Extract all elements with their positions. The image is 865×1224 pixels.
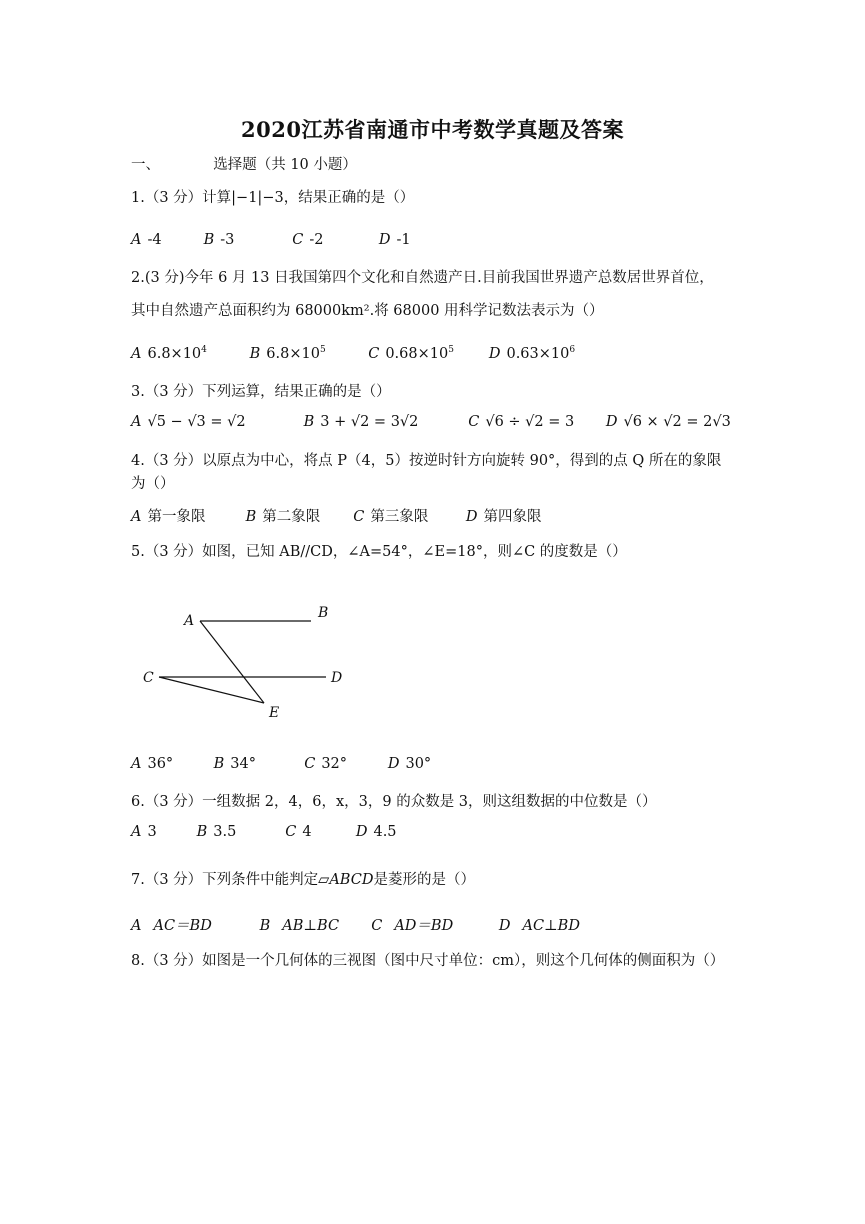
- q4-option-c: C 第三象限: [353, 509, 429, 525]
- q4-option-a: A 第一象限: [131, 509, 206, 525]
- q7-option-d: D AC⊥BD: [498, 918, 580, 934]
- q5-options: [131, 756, 431, 772]
- q6-option-d: D 4.5: [355, 824, 397, 840]
- q1-options: [131, 232, 411, 248]
- q7-option-b: B AB⊥BC: [259, 918, 340, 934]
- q2-option-b: B $6.8\times 10^5$: [249, 345, 326, 362]
- segment-ce: [159, 677, 264, 703]
- q4-option-b: B 第二象限: [245, 509, 321, 525]
- q4-option-d: D 第四象限: [465, 509, 542, 525]
- q1-option-a: A -4: [131, 232, 162, 248]
- q6-options: [131, 824, 397, 840]
- q4-stem-line2: 为（）: [131, 476, 175, 492]
- segment-ae: [200, 621, 264, 703]
- q5-stem: 5.（3 分）如图，已知 AB//CD，∠A=54°，∠E=18°，则∠C 的度数是（）: [131, 544, 627, 560]
- q7-option-a: A AC＝BD: [131, 918, 212, 934]
- document-title: 2020江苏省南通市中考数学真题及答案: [241, 117, 624, 142]
- q7-option-c: C AD＝BD: [371, 918, 454, 934]
- q3-option-d: D √6 × √2 = 2√3: [605, 414, 731, 430]
- point-label-e: E: [269, 705, 280, 721]
- q1-option-c: C -2: [292, 232, 324, 248]
- q6-option-b: B 3.5: [196, 824, 237, 840]
- q5-option-a: A 36°: [131, 756, 174, 772]
- q1-stem: 1.（3 分）计算|−1|−3，结果正确的是（）: [131, 190, 415, 206]
- q5-option-b: B 34°: [213, 756, 256, 772]
- q2-option-a: A $6.8\times 10^4$: [131, 345, 207, 362]
- q5-figure: [130, 595, 360, 725]
- q4-stem-line1: 4.（3 分）以原点为中心，将点 P（4，5）按逆时针方向旋转 90°，得到的点 Q 所在的象限: [131, 453, 722, 469]
- q6-option-c: C 4: [285, 824, 312, 840]
- q5-option-d: D 30°: [387, 756, 432, 772]
- point-label-a: A: [184, 613, 195, 629]
- q2-options: [131, 345, 575, 362]
- q4-options: [131, 505, 541, 526]
- section-number: 一、: [131, 157, 160, 173]
- q5-option-c: C 32°: [304, 756, 348, 772]
- point-label-b: B: [318, 605, 329, 621]
- q3-stem: 3.（3 分）下列运算，结果正确的是（）: [131, 384, 391, 400]
- q1-option-d: D -1: [378, 232, 411, 248]
- q7-stem-math: ▱ABCD: [318, 872, 374, 888]
- q2-stem-line1: 2.(3 分)今年 6 月 13 日我国第四个文化和自然遗产日.目前我国世界遗产总数居世界首位，: [131, 270, 714, 286]
- q1-option-b: B -3: [203, 232, 235, 248]
- q7-stem-prefix: 7.（3 分）下列条件中能判定: [131, 872, 319, 888]
- point-label-c: C: [143, 670, 154, 686]
- q7-stem: [131, 868, 475, 889]
- q3-option-a: A √5 − √3 = √2: [131, 414, 246, 430]
- q3-option-b: B 3 + √2 = 3√2: [303, 414, 419, 430]
- q2-option-c: C $0.68\times 10^5$: [368, 345, 454, 362]
- q6-option-a: A 3: [131, 824, 157, 840]
- q3-option-c: C √6 ÷ √2 = 3: [468, 414, 575, 430]
- section-label: 选择题（共 10 小题）: [213, 157, 357, 173]
- point-label-d: D: [331, 670, 343, 686]
- q6-stem: 6.（3 分）一组数据 2，4，6，x，3，9 的众数是 3，则这组数据的中位数是（）: [131, 794, 657, 810]
- section-header: [131, 153, 357, 174]
- q7-options: [131, 914, 580, 935]
- q3-options: [131, 414, 731, 430]
- q2-stem-line2: 其中自然遗产总面积约为 68000km².将 68000 用科学记数法表示为（）: [131, 303, 604, 319]
- q7-stem-suffix: 是菱形的是（）: [373, 872, 475, 888]
- q2-option-d: D $0.63\times 10^6$: [488, 345, 576, 362]
- q8-stem: 8.（3 分）如图是一个几何体的三视图（图中尺寸单位：cm），则这个几何体的侧面积为（）: [131, 953, 725, 969]
